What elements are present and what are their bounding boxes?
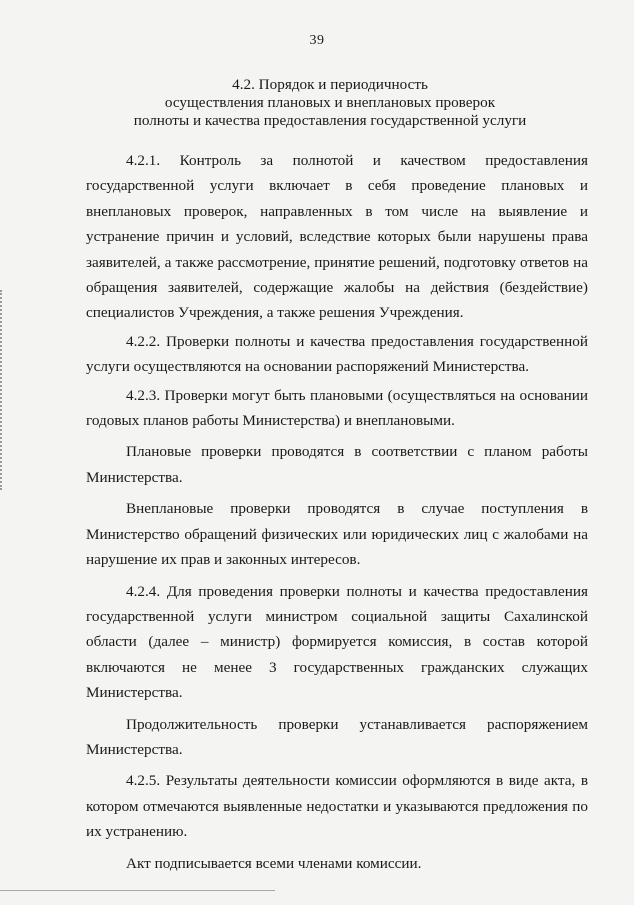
binding-edge-mark: [0, 290, 4, 490]
section-heading: [100, 76, 560, 130]
heading-line-2: осуществления плановых и внеплановых проверок: [164, 94, 496, 111]
paragraph-act-signing: Акт подписывается всеми членами комиссии.: [126, 854, 422, 872]
heading-line-1: 4.2. Порядок и периодичность: [232, 76, 428, 93]
body-text: [86, 148, 588, 879]
paragraph-4-2-1: 4.2.1. Контроль за полнотой и качеством предоставления государственной услуги включает в себя проведение плановых и внеплановых проверок, направленных в том числе на выявление и устранение причин и условий, вследствие которых были нарушены права заявителей, а также рассмотрение, принятие решений, подготовку ответов на обращения заявителей, содержащие жалобы на действия (бездействие) специалистов Учреждения, а также решения Учреждения.: [86, 152, 588, 322]
paragraph-planned-checks: Плановые проверки проводятся в соответствии с планом работы Министерства.: [86, 443, 588, 486]
bottom-rule: [0, 890, 275, 891]
paragraph-4-2-5: 4.2.5. Результаты деятельности комиссии оформляются в виде акта, в котором отмечаются выявленные недостатки и указываются предложения по их устранению.: [86, 772, 588, 841]
paragraph-unplanned-checks: Внеплановые проверки проводятся в случае поступления в Министерство обращений физических или юридических лиц с жалобами на нарушение их прав и законных интересов.: [86, 500, 588, 569]
paragraph-4-2-2: 4.2.2. Проверки полноты и качества предоставления государственной услуги осуществляются на основании распоряжений Министерства.: [86, 332, 588, 376]
page-number: 39: [309, 33, 325, 48]
paragraph-4-2-4: 4.2.4. Для проведения проверки полноты и качества предоставления государственной услуги министром социальной защиты Сахалинской области (далее – министр) формируется комиссия, в состав которой включаются не менее 3 государственных гражданских служащих Министерства.: [86, 582, 588, 702]
paragraph-duration: Продолжительность проверки устанавливается распоряжением Министерства.: [86, 715, 588, 758]
paragraph-4-2-3: 4.2.3. Проверки могут быть плановыми (осуществляться на основании годовых планов работы Министерства) и внеплановыми.: [86, 386, 588, 430]
heading-line-3: полноты и качества предоставления государственной услуги: [133, 112, 527, 129]
